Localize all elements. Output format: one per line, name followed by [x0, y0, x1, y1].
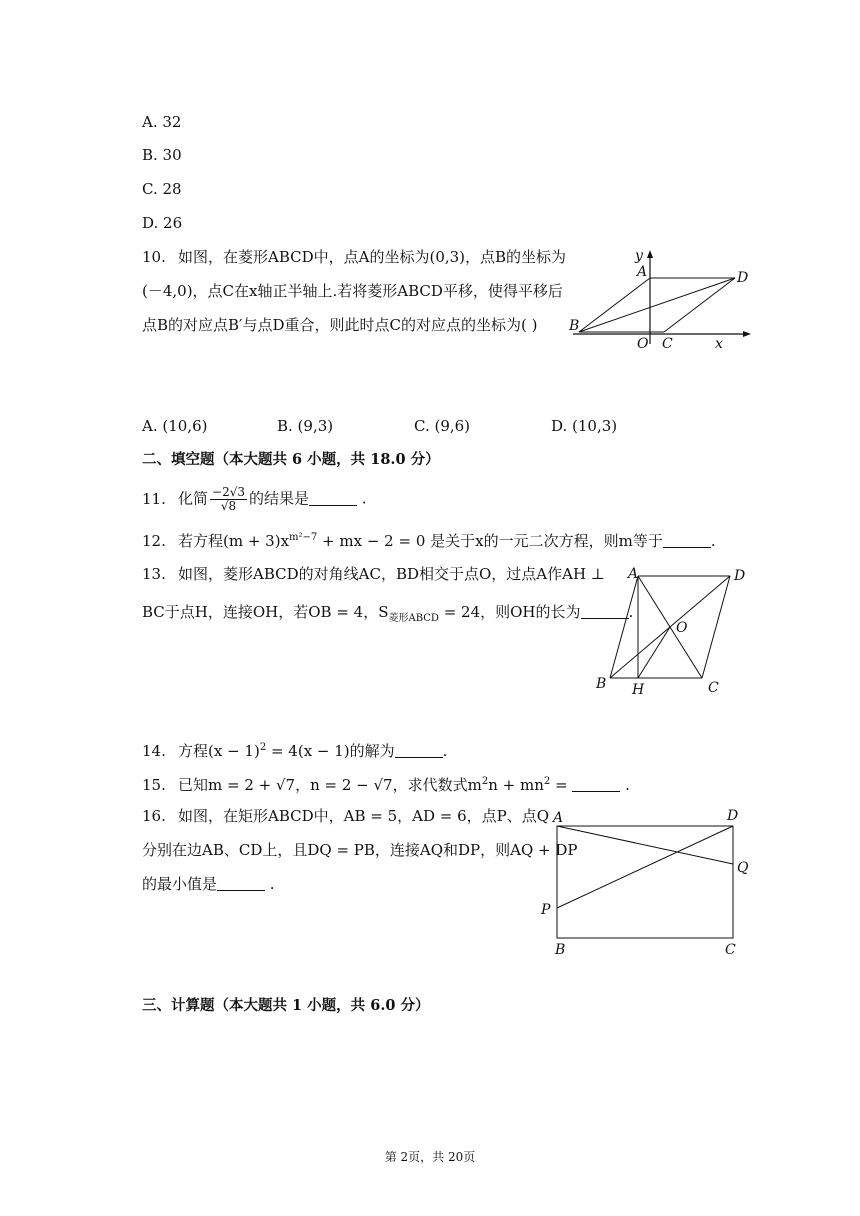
q10-fig-label-a: A	[637, 264, 648, 280]
q16-line2: 分别在边AB、CD上，且DQ = PB，连接AQ和DP，则AQ + DP	[142, 841, 578, 859]
section-3-heading: 三、计算题（本大题共 1 小题，共 6.0 分）	[142, 997, 430, 1014]
q13-fig-label-o: O	[676, 620, 688, 636]
q10-fig-label-d: D	[737, 270, 749, 286]
q13-fig-label-c: C	[708, 680, 719, 696]
q15-post: =	[550, 776, 573, 794]
q13-fig-label-d: D	[734, 568, 746, 584]
q13-fig-label-b: B	[596, 676, 607, 692]
q14-pre: 方程(x − 1)	[178, 742, 260, 760]
section-2-heading: 二、填空题（本大题共 6 小题，共 18.0 分）	[142, 451, 440, 468]
q10-line1	[142, 247, 566, 267]
q12-mid: + mx − 2 = 0 是关于x的一元二次方程，则m等于	[317, 532, 663, 550]
q10-fig-label-o: O	[637, 336, 649, 352]
q15-end: .	[620, 776, 630, 794]
q13-line2-post: = 24，则OH的长为	[438, 603, 581, 621]
q10-rhombus-figure	[565, 244, 765, 352]
q14-exponent: 2	[259, 742, 267, 753]
q9-option-b: B. 30	[142, 146, 182, 164]
q12-pre: 若方程(m + 3)x	[178, 532, 290, 550]
q16-rectangle-figure	[535, 804, 755, 960]
q13-line1	[142, 564, 605, 584]
q13-end: .	[628, 603, 634, 621]
q10-fig-label-b: B	[569, 318, 580, 334]
q11-frac-denominator: √8	[220, 499, 237, 513]
q13-rhombus-figure	[590, 560, 760, 700]
q13-area-subscript: 菱形ABCD	[388, 613, 439, 624]
q15-pre: 已知m = 2 + √7，n = 2 − √7，求代数式m	[178, 776, 482, 794]
q11-pre: 化简	[178, 489, 209, 508]
q11-post: 的结果是	[249, 489, 310, 508]
q10-text-line1: 如图，在菱形ABCD中，点A的坐标为(0,3)，点B的坐标为	[178, 248, 567, 266]
q16-line3-pre: 的最小值是	[142, 875, 218, 893]
q16-fig-label-p: P	[541, 902, 551, 918]
q16-fig-label-d: D	[727, 808, 739, 824]
q16-line1	[142, 806, 549, 826]
q12	[142, 528, 716, 551]
q10-line3: 点B的对应点B′与点D重合，则此时点C的对应点的坐标为( )	[142, 316, 538, 334]
page-footer: 第 2页，共 20页	[384, 1150, 476, 1164]
q15-exponent-2: 2	[543, 776, 551, 787]
q15-number: 15.	[142, 776, 166, 794]
q15-answer-blank[interactable]	[572, 777, 620, 792]
q16-line3-end: .	[265, 875, 275, 893]
q11-number: 11.	[142, 489, 166, 508]
q16-fig-label-c: C	[725, 942, 736, 958]
q9-option-d: D. 26	[142, 214, 183, 232]
q16-line3	[142, 874, 275, 894]
q9-option-c: C. 28	[142, 180, 182, 198]
q10-line2: (－4,0)，点C在x轴正半轴上.若将菱形ABCD平移，使得平移后	[142, 282, 563, 300]
q16-fig-label-b: B	[555, 942, 566, 958]
q10-fig-label-c: C	[662, 336, 673, 352]
q10-fig-label-y: y	[635, 248, 643, 264]
q10-option-a: A. (10,6)	[142, 417, 208, 435]
q9-option-a: A. 32	[142, 113, 182, 131]
q13-fig-label-h: H	[632, 682, 645, 698]
q13-line2	[142, 602, 633, 629]
q15-mid: n + mn	[488, 776, 544, 794]
q12-exponent: m²−7	[289, 532, 318, 543]
q15-exponent-1: 2	[481, 776, 489, 787]
q11	[142, 486, 367, 513]
q14-post: = 4(x − 1)的解为	[266, 742, 395, 760]
q11-frac-numerator: −2√3	[212, 485, 245, 499]
q16-fig-label-q: Q	[737, 860, 749, 876]
q16-answer-blank[interactable]	[217, 876, 265, 891]
q10-number: 10.	[142, 248, 166, 266]
q12-answer-blank[interactable]	[663, 533, 711, 548]
q14-number: 14.	[142, 742, 166, 760]
q13-text-line1: 如图，菱形ABCD的对角线AC，BD相交于点O，过点A作AH ⊥	[178, 565, 605, 583]
q16-text-line1: 如图，在矩形ABCD中，AB = 5，AD = 6，点P、点Q	[178, 807, 550, 825]
q13-line2-pre: BC于点H，连接OH，若OB = 4，S	[142, 603, 389, 621]
q16-fig-label-a: A	[553, 810, 564, 826]
q12-number: 12.	[142, 532, 166, 550]
q13-fig-label-a: A	[628, 566, 639, 582]
q13-number: 13.	[142, 565, 166, 583]
q10-option-b: B. (9,3)	[277, 417, 334, 435]
q10-option-c: C. (9,6)	[414, 417, 471, 435]
q16-number: 16.	[142, 807, 166, 825]
q10-fig-label-x: x	[715, 336, 723, 352]
q11-end: .	[357, 489, 367, 508]
q11-fraction	[210, 486, 247, 513]
q15	[142, 772, 630, 795]
q14-answer-blank[interactable]	[395, 743, 443, 758]
q14-end: .	[442, 742, 448, 760]
q14	[142, 738, 447, 761]
q11-answer-blank[interactable]	[309, 491, 357, 506]
q10-option-d: D. (10,3)	[551, 417, 618, 435]
q12-end: .	[710, 532, 716, 550]
